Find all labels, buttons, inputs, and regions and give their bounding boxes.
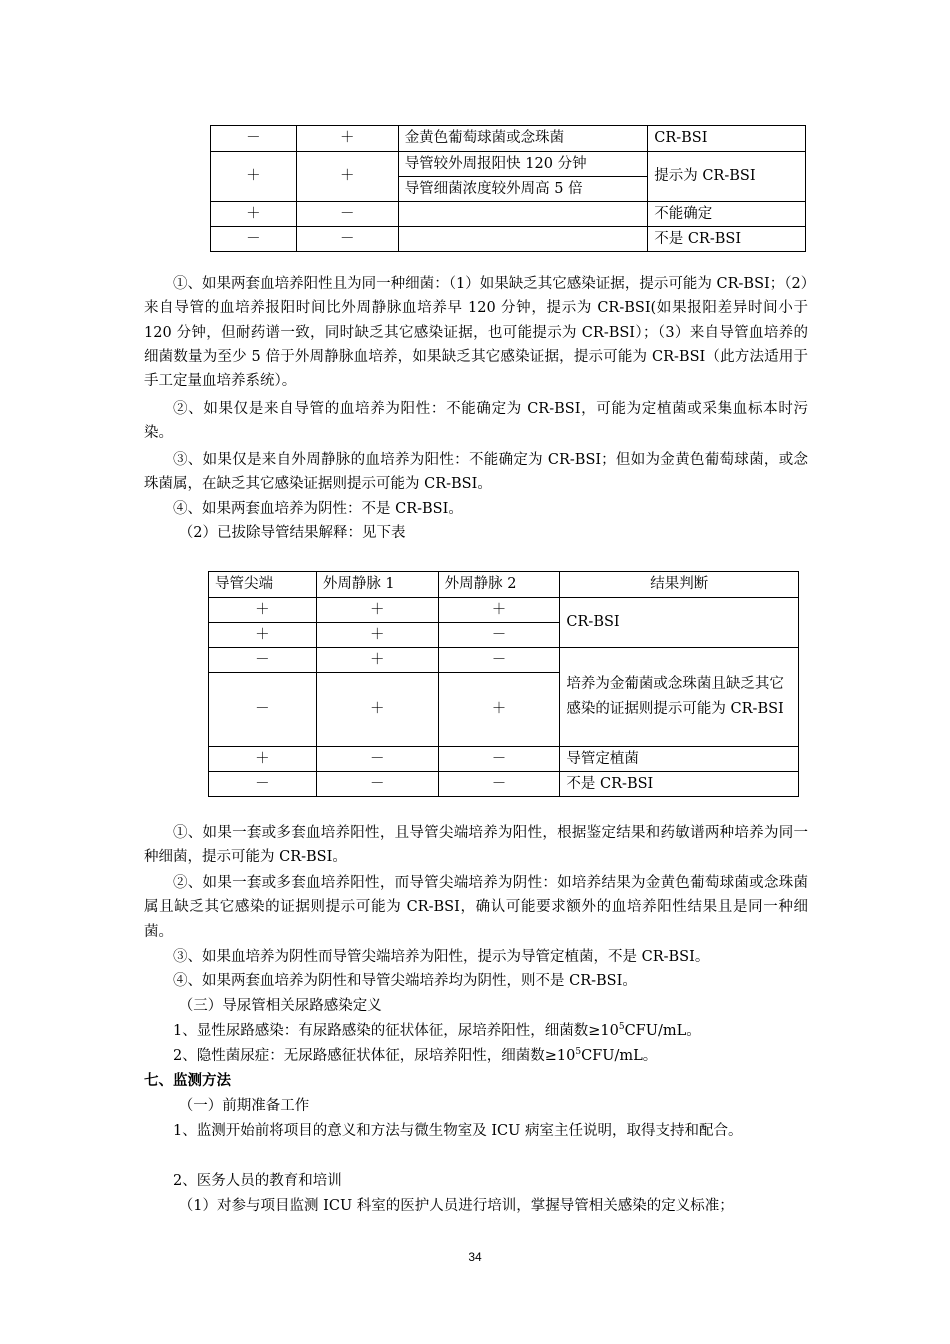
table-cell: ＋ — [209, 747, 317, 772]
text: CFU/mL。 — [624, 1023, 701, 1039]
paragraph: （1）对参与项目监测 ICU 科室的医护人员进行培训，掌握导管相关感染的定义标准； — [178, 1198, 734, 1214]
paragraph: ③、如果血培养为阴性而导管尖端培养为阳性，提示为导管定植菌，不是 CR-BSI。 — [173, 949, 710, 965]
table-header: 结果判断 — [560, 572, 799, 598]
table-cell: － — [438, 772, 560, 797]
table-cell: ＋ — [438, 598, 560, 623]
table-cell: ＋ — [438, 673, 560, 747]
table-cell: － — [296, 202, 398, 227]
table-cell: CR-BSI — [560, 598, 799, 648]
table-cell: 提示为 CR-BSI — [648, 152, 806, 202]
subheading: （一）前期准备工作 — [178, 1098, 310, 1114]
table-cell: ＋ — [211, 202, 297, 227]
table-cell: ＋ — [209, 623, 317, 648]
section-heading: 七、监测方法 — [144, 1072, 231, 1089]
table-cell: ＋ — [209, 598, 317, 623]
table-cell: － — [211, 227, 297, 252]
table-cell: － — [438, 747, 560, 772]
paragraph: ②、如果仅是来自导管的血培养为阳性：不能确定为 CR-BSI，可能为定植菌或采集血标本时污染。 — [144, 401, 808, 442]
page-number: 34 — [468, 1250, 482, 1264]
table-header: 外周静脉 2 — [438, 572, 560, 598]
paragraph — [144, 1044, 808, 1068]
table-cell: － — [438, 648, 560, 673]
subheading: （2）已拔除导管结果解释：见下表 — [178, 525, 406, 541]
table-cell: － — [438, 623, 560, 648]
catheter-retained-table — [210, 125, 806, 252]
table-header: 外周静脉 1 — [316, 572, 438, 598]
paragraph: ①、如果一套或多套血培养阳性，且导管尖端培养为阳性，根据鉴定结果和药敏谱两种培养为同一种细菌，提示可能为 CR-BSI。 — [144, 825, 808, 866]
table-cell: 导管较外周报阳快 120 分钟 — [398, 152, 648, 177]
table-cell: ＋ — [296, 126, 398, 152]
paragraph: ④、如果两套血培养为阴性和导管尖端培养均为阴性，则不是 CR-BSI。 — [173, 973, 637, 989]
text: CFU/mL。 — [581, 1048, 658, 1064]
paragraph — [144, 1019, 808, 1043]
table-cell: 不能确定 — [648, 202, 806, 227]
table-cell: － — [209, 673, 317, 747]
table-cell: ＋ — [316, 648, 438, 673]
table-cell: 不是 CR-BSI — [560, 772, 799, 797]
table-cell: － — [209, 648, 317, 673]
table-cell: 导管细菌浓度较外周高 5 倍 — [398, 177, 648, 202]
table-cell: － — [209, 772, 317, 797]
text: 2、隐性菌尿症：无尿路感征状体征，尿培养阳性，细菌数≥10 — [173, 1048, 576, 1064]
table-header: 导管尖端 — [209, 572, 317, 598]
table-cell: 不是 CR-BSI — [648, 227, 806, 252]
table-cell: ＋ — [316, 598, 438, 623]
table-cell — [398, 227, 648, 252]
table-cell: 导管定植菌 — [560, 747, 799, 772]
table-cell — [398, 202, 648, 227]
table-cell: ＋ — [316, 623, 438, 648]
table-cell: ＋ — [211, 152, 297, 202]
paragraph: ③、如果仅是来自外周静脉的血培养为阳性：不能确定为 CR-BSI；但如为金黄色葡萄球菌，或念珠菌属，在缺乏其它感染证据则提示可能为 CR-BSI。 — [144, 452, 808, 493]
catheter-removed-table — [208, 571, 799, 797]
table-cell: － — [211, 126, 297, 152]
paragraph: ②、如果一套或多套血培养阳性，而导管尖端培养为阴性：如培养结果为金黄色葡萄球菌或念珠菌属且缺乏其它感染的证据则提示可能为 CR-BSI，确认可能要求额外的血培养阳性结果且是同一种细菌。 — [144, 875, 808, 940]
paragraph: ①、如果两套血培养阳性且为同一种细菌：（1）如果缺乏其它感染证据，提示可能为 CR-BSI；（2）来自导管的血培养报阳时间比外周静脉血培养早 120 分钟，提示为 CR-BSI(如果报阳差异时间小于 120 分钟，但耐药谱一致，同时缺乏其它感染证据，也可能提示为 CR-BSI）；（3）来自导管血培养的细菌数量为至少 5 倍于外周静脉血培养，如果缺乏其它感染证据，提示可能为 CR-BSI（此方法适用于手工定量血培养系统）。 — [144, 276, 808, 390]
table-cell: 培养为金葡菌或念珠菌且缺乏其它感染的证据则提示可能为 CR-BSI — [560, 648, 799, 747]
paragraph: 2、医务人员的教育和培训 — [173, 1173, 342, 1189]
table-cell: － — [316, 772, 438, 797]
text: 1、显性尿路感染：有尿路感染的征状体征，尿培养阳性，细菌数≥10 — [173, 1023, 619, 1039]
subheading: （三）导尿管相关尿路感染定义 — [178, 998, 382, 1014]
table-cell: － — [316, 747, 438, 772]
paragraph: 1、监测开始前将项目的意义和方法与微生物室及 ICU 病室主任说明，取得支持和配合。 — [173, 1123, 743, 1139]
table-cell: 金黄色葡萄球菌或念珠菌 — [398, 126, 648, 152]
paragraph: ④、如果两套血培养为阴性：不是 CR-BSI。 — [173, 501, 463, 517]
table-cell: CR-BSI — [648, 126, 806, 152]
table-cell: － — [296, 227, 398, 252]
superscript: 5 — [618, 1022, 625, 1033]
table-cell: ＋ — [316, 673, 438, 747]
table-cell: ＋ — [296, 152, 398, 202]
superscript: 5 — [575, 1047, 582, 1058]
